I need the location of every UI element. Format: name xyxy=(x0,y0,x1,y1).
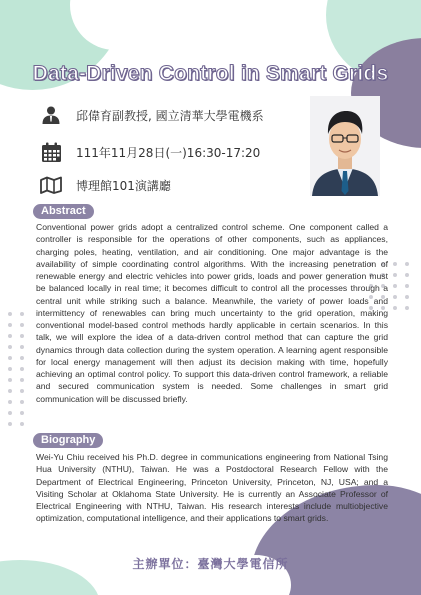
person-icon xyxy=(40,104,62,126)
speaker-row xyxy=(40,104,264,126)
venue-row xyxy=(40,174,171,196)
datetime-text: 111年11月28日(一)16:30-17:20 xyxy=(76,145,261,160)
map-icon xyxy=(40,174,62,196)
biography-label: Biography xyxy=(33,433,103,448)
biography-text: Wei-Yu Chiu received his Ph.D. degree in communications engineering from National Tsing Hua University (NTHU), Taiwan. He was a Postdoctoral Research Fellow with the Department of Electrical Engineering, Princeton University, Princeton, NJ, USA; and a Visiting Scholar at Oklahoma State University. He is currently an Associate Professor of Electrical Engineering with NTHU, Taiwan. His research interests include multiobjective optimization, computational intelligence, and their applications to smart grids. xyxy=(36,452,388,524)
organizer-text: 主辦單位：臺灣大學電信所 xyxy=(132,557,289,571)
decor-dots-left xyxy=(8,312,24,426)
abstract-label: Abstract xyxy=(33,204,94,219)
abstract-text: Conventional power grids adopt a centralized control scheme. One component called a controller is responsible for the operations of other components, such as appliances, charging poles, heating, ventilation, and air conditioning. One major advantage is the availability of simple coordinating control algorithms. With the increasing penetration of renewable energy and electric vehicles into power grids, loads and power generation must be balanced locally in real time; it becomes difficult to control all the processes through a central unit while striking such a balance. Meanwhile, the variety of power loads and intermittency of renewables can bring much uncertainty to the grid operation, making conventional model-based control methods hardly applicable in certain scenarios. In this talk, we will explore the idea of a data-driven control method that can capture the grid dynamics through data collection during the system operation. A learning agent responsible for local energy management will then adjust its decision making with time, hopefully achieving an optimal control policy. To support this data-driven control framework, a reliable and secured communication system is needed. Some challenges in smart grid communication will be discussed briefly. xyxy=(36,222,388,404)
speaker-photo xyxy=(310,96,380,196)
venue-text: 博理館101演講廳 xyxy=(76,178,171,193)
page-title: Data-Driven Control in Smart Grids xyxy=(32,62,389,85)
speaker-text: 邱偉育副教授, 國立清華大學電機系 xyxy=(76,108,264,123)
calendar-icon xyxy=(40,141,62,163)
datetime-row xyxy=(40,141,260,163)
